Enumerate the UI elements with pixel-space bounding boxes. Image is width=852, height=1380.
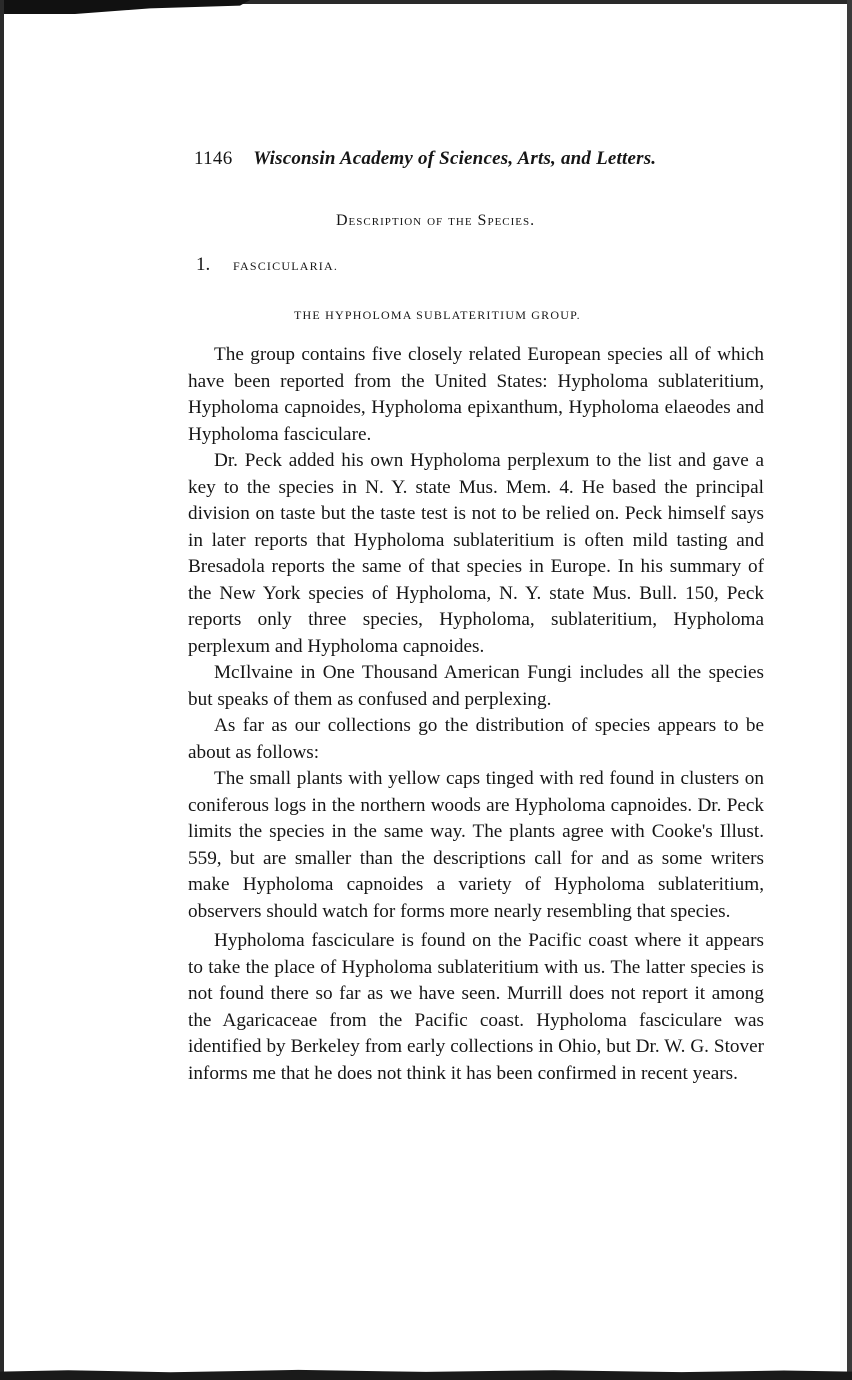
subsection-number: 1. [196, 254, 211, 275]
paragraph: As far as our collections go the distribution of species appears to be about as follows: [188, 715, 764, 763]
page-bottom-edge [0, 1366, 852, 1380]
page-left-edge [0, 0, 4, 1380]
running-header [194, 148, 734, 170]
section-title: Description of the Species. [336, 212, 536, 229]
paragraph: The group contains five closely related European species all of which have been reported from the United States: Hypholoma sublateritium, Hypholoma capnoides, Hypholoma epixanthum, Hypholoma elaeodes and Hypholoma fasciculare. [188, 344, 764, 445]
body-text [188, 342, 764, 1087]
page-number: 1146 [194, 148, 233, 169]
journal-title: Wisconsin Academy of Sciences, Arts, and Letters. [253, 148, 657, 169]
paragraph: McIlvaine in One Thousand American Fungi includes all the species but speaks of them as confused and perplexing. [188, 662, 764, 710]
paragraph: Dr. Peck added his own Hypholoma perplexum to the list and gave a key to the species in N. Y. state Mus. Mem. 4. He based the principal division on taste but the taste test is not to be relied on. Peck himself says in later reports that Hypholoma sublateritium is often mild tasting and Bresadola reports the same of that species in Europe. In his summary of the New York species of Hypholoma, N. Y. state Mus. Bull. 150, Peck reports only three species, Hypholoma, sublateritium, Hypholoma perplexum and Hypholoma capnoides. [188, 450, 764, 657]
paragraph: The small plants with yellow caps tinged with red found in clusters on coniferous logs in the northern woods are Hypholoma capnoides. Dr. Peck limits the species in the same way. The plants agree with Cooke's Illust. 559, but are smaller than the descriptions call for and as some writers make Hypholoma capnoides a variety of Hypholoma sublateritium, observers should watch for forms more nearly resembling that species. [188, 768, 764, 922]
subsection-heading [196, 254, 338, 276]
group-title: THE HYPHOLOMA SUBLATERITIUM GROUP. [294, 308, 581, 322]
scan-corner-shadow [0, 0, 250, 14]
paragraph: Hypholoma fasciculare is found on the Pacific coast where it appears to take the place of Hypholoma sublateritium with us. The latter species is not found there so far as we have seen. Murrill does not report it among the Agaricaceae from the Pacific coast. Hypholoma fasciculare was identified by Berkeley from early collections in Ohio, but Dr. W. G. Stover informs me that he does not think it has been confirmed in recent years. [188, 930, 764, 1084]
page-right-edge [847, 0, 852, 1380]
subsection-label: FASCICULARIA. [233, 259, 339, 273]
